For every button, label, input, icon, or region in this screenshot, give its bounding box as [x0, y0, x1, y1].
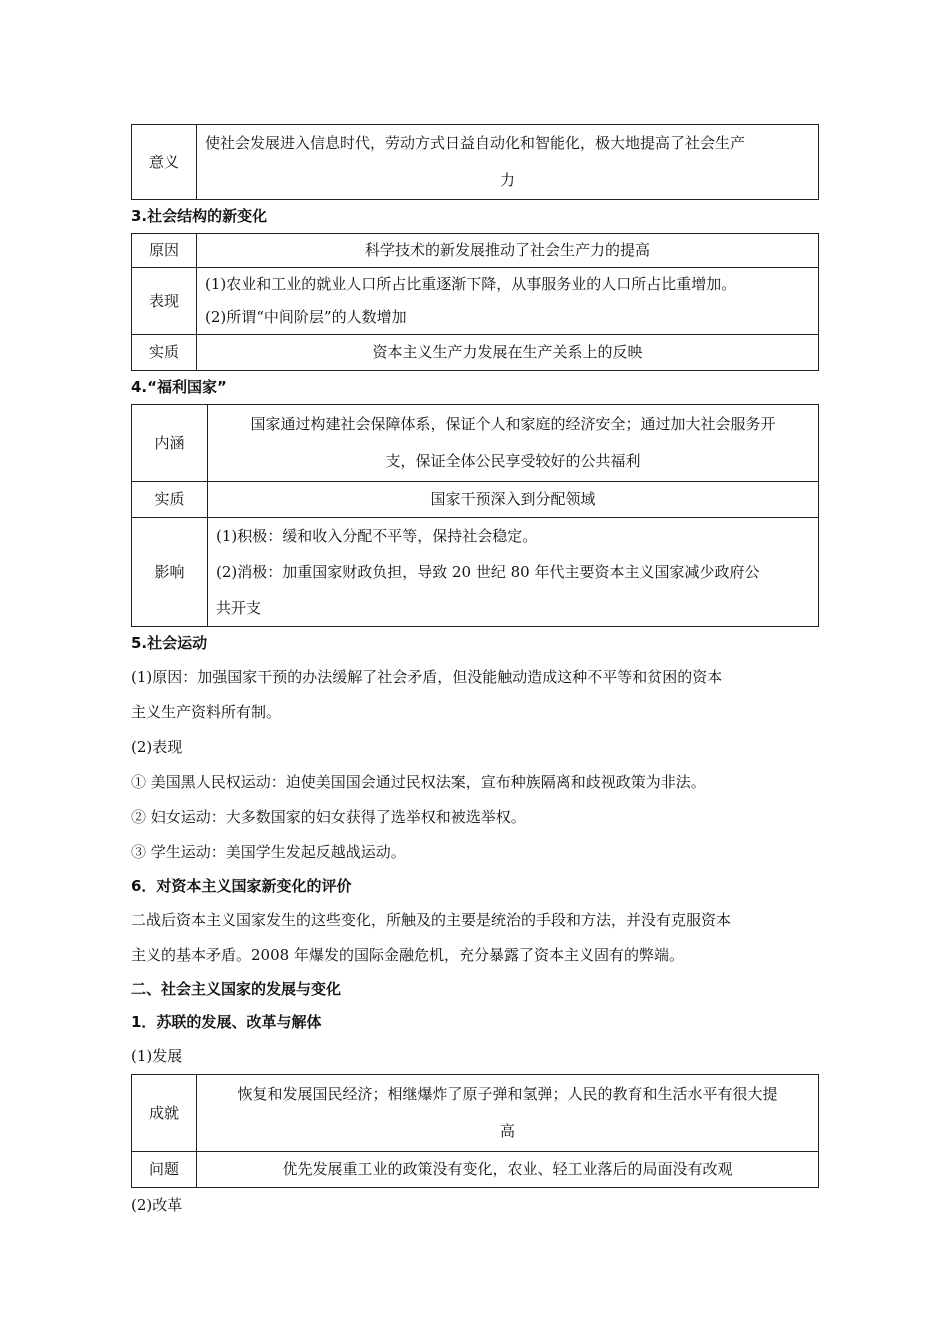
- table-row: [132, 518, 819, 627]
- row-key: 内涵: [132, 405, 208, 482]
- subsection-heading: 1．苏联的发展、改革与解体: [131, 1013, 322, 1031]
- significance-table: [131, 124, 819, 200]
- paragraph-line: 主义生产资料所有制。: [131, 703, 282, 721]
- cell-line: 共开支: [216, 599, 262, 617]
- cell-line: 支，保证全体公民享受较好的公共福利: [385, 452, 641, 470]
- list-item: ② 妇女运动：大多数国家的妇女获得了选举权和被选举权。: [131, 808, 526, 826]
- table-row: [132, 268, 819, 335]
- paragraph-line: (2)表现: [131, 738, 183, 756]
- row-key: 意义: [132, 125, 197, 200]
- part-heading: 二、社会主义国家的发展与变化: [131, 980, 342, 998]
- cell-line: (1)积极：缓和收入分配不平等，保持社会稳定。: [216, 527, 538, 545]
- paragraph: [131, 660, 819, 870]
- row-value: [197, 268, 819, 335]
- cell-line: 恢复和发展国民经济；相继爆炸了原子弹和氢弹；人民的教育和生活水平有很大提: [237, 1085, 778, 1103]
- row-value: 优先发展重工业的政策没有变化，农业、轻工业落后的局面没有改观: [197, 1152, 819, 1188]
- social-structure-table: [131, 233, 819, 371]
- list-item: ① 美国黑人民权运动：迫使美国国会通过民权法案，宣布种族隔离和歧视政策为非法。: [131, 773, 706, 791]
- document-page: [131, 124, 819, 1223]
- cell-line: (2)消极：加重国家财政负担，导致 20 世纪 80 年代主要资本主义国家减少政府公: [216, 563, 760, 581]
- cell-line: 使社会发展进入信息时代，劳动方式日益自动化和智能化，极大地提高了社会生产: [205, 134, 746, 152]
- row-value: [208, 518, 819, 627]
- paragraph: [131, 903, 819, 973]
- table-row: [132, 482, 819, 518]
- cell-line: 力: [499, 171, 515, 189]
- row-key: 实质: [132, 335, 197, 371]
- paragraph-line: 二战后资本主义国家发生的这些变化，所触及的主要是统治的手段和方法，并没有克服资本: [131, 911, 732, 929]
- list-item: ③ 学生运动：美国学生发起反越战运动。: [131, 843, 406, 861]
- row-key: 表现: [132, 268, 197, 335]
- table-row: [132, 335, 819, 371]
- cell-line: 高: [499, 1122, 515, 1140]
- row-value: 国家干预深入到分配领域: [208, 482, 819, 518]
- row-value: 科学技术的新发展推动了社会生产力的提高: [197, 234, 819, 268]
- row-value: [208, 405, 819, 482]
- cell-line: (1)农业和工业的就业人口所占比重逐渐下降，从事服务业的人口所占比重增加。: [205, 275, 737, 293]
- paragraph-line: (1)发展: [131, 1047, 183, 1065]
- section-heading: 4.“福利国家”: [131, 378, 227, 396]
- row-key: 成就: [132, 1075, 197, 1152]
- table-row: [132, 234, 819, 268]
- cell-line: 国家通过构建社会保障体系，保证个人和家庭的经济安全；通过加大社会服务开: [250, 415, 776, 433]
- table-row: [132, 1152, 819, 1188]
- section-heading: 5.社会运动: [131, 634, 208, 652]
- paragraph-line: 主义的基本矛盾。2008 年爆发的国际金融危机，充分暴露了资本主义固有的弊端。: [131, 946, 684, 964]
- welfare-state-table: [131, 404, 819, 627]
- section-heading: 3.社会结构的新变化: [131, 207, 268, 225]
- row-key: 原因: [132, 234, 197, 268]
- paragraph-line: (1)原因：加强国家干预的办法缓解了社会矛盾，但没能触动造成这种不平等和贫困的资本: [131, 668, 723, 686]
- row-key: 影响: [132, 518, 208, 627]
- row-value: [197, 1075, 819, 1152]
- row-value: 资本主义生产力发展在生产关系上的反映: [197, 335, 819, 371]
- soviet-development-table: [131, 1074, 819, 1188]
- row-key: 问题: [132, 1152, 197, 1188]
- paragraph-line: (2)改革: [131, 1196, 183, 1214]
- table-row: [132, 125, 819, 200]
- row-key: 实质: [132, 482, 208, 518]
- section-heading: 6．对资本主义国家新变化的评价: [131, 877, 352, 895]
- table-row: [132, 405, 819, 482]
- table-row: [132, 1075, 819, 1152]
- cell-line: (2)所谓“中间阶层”的人数增加: [205, 308, 407, 326]
- row-value: [197, 125, 819, 200]
